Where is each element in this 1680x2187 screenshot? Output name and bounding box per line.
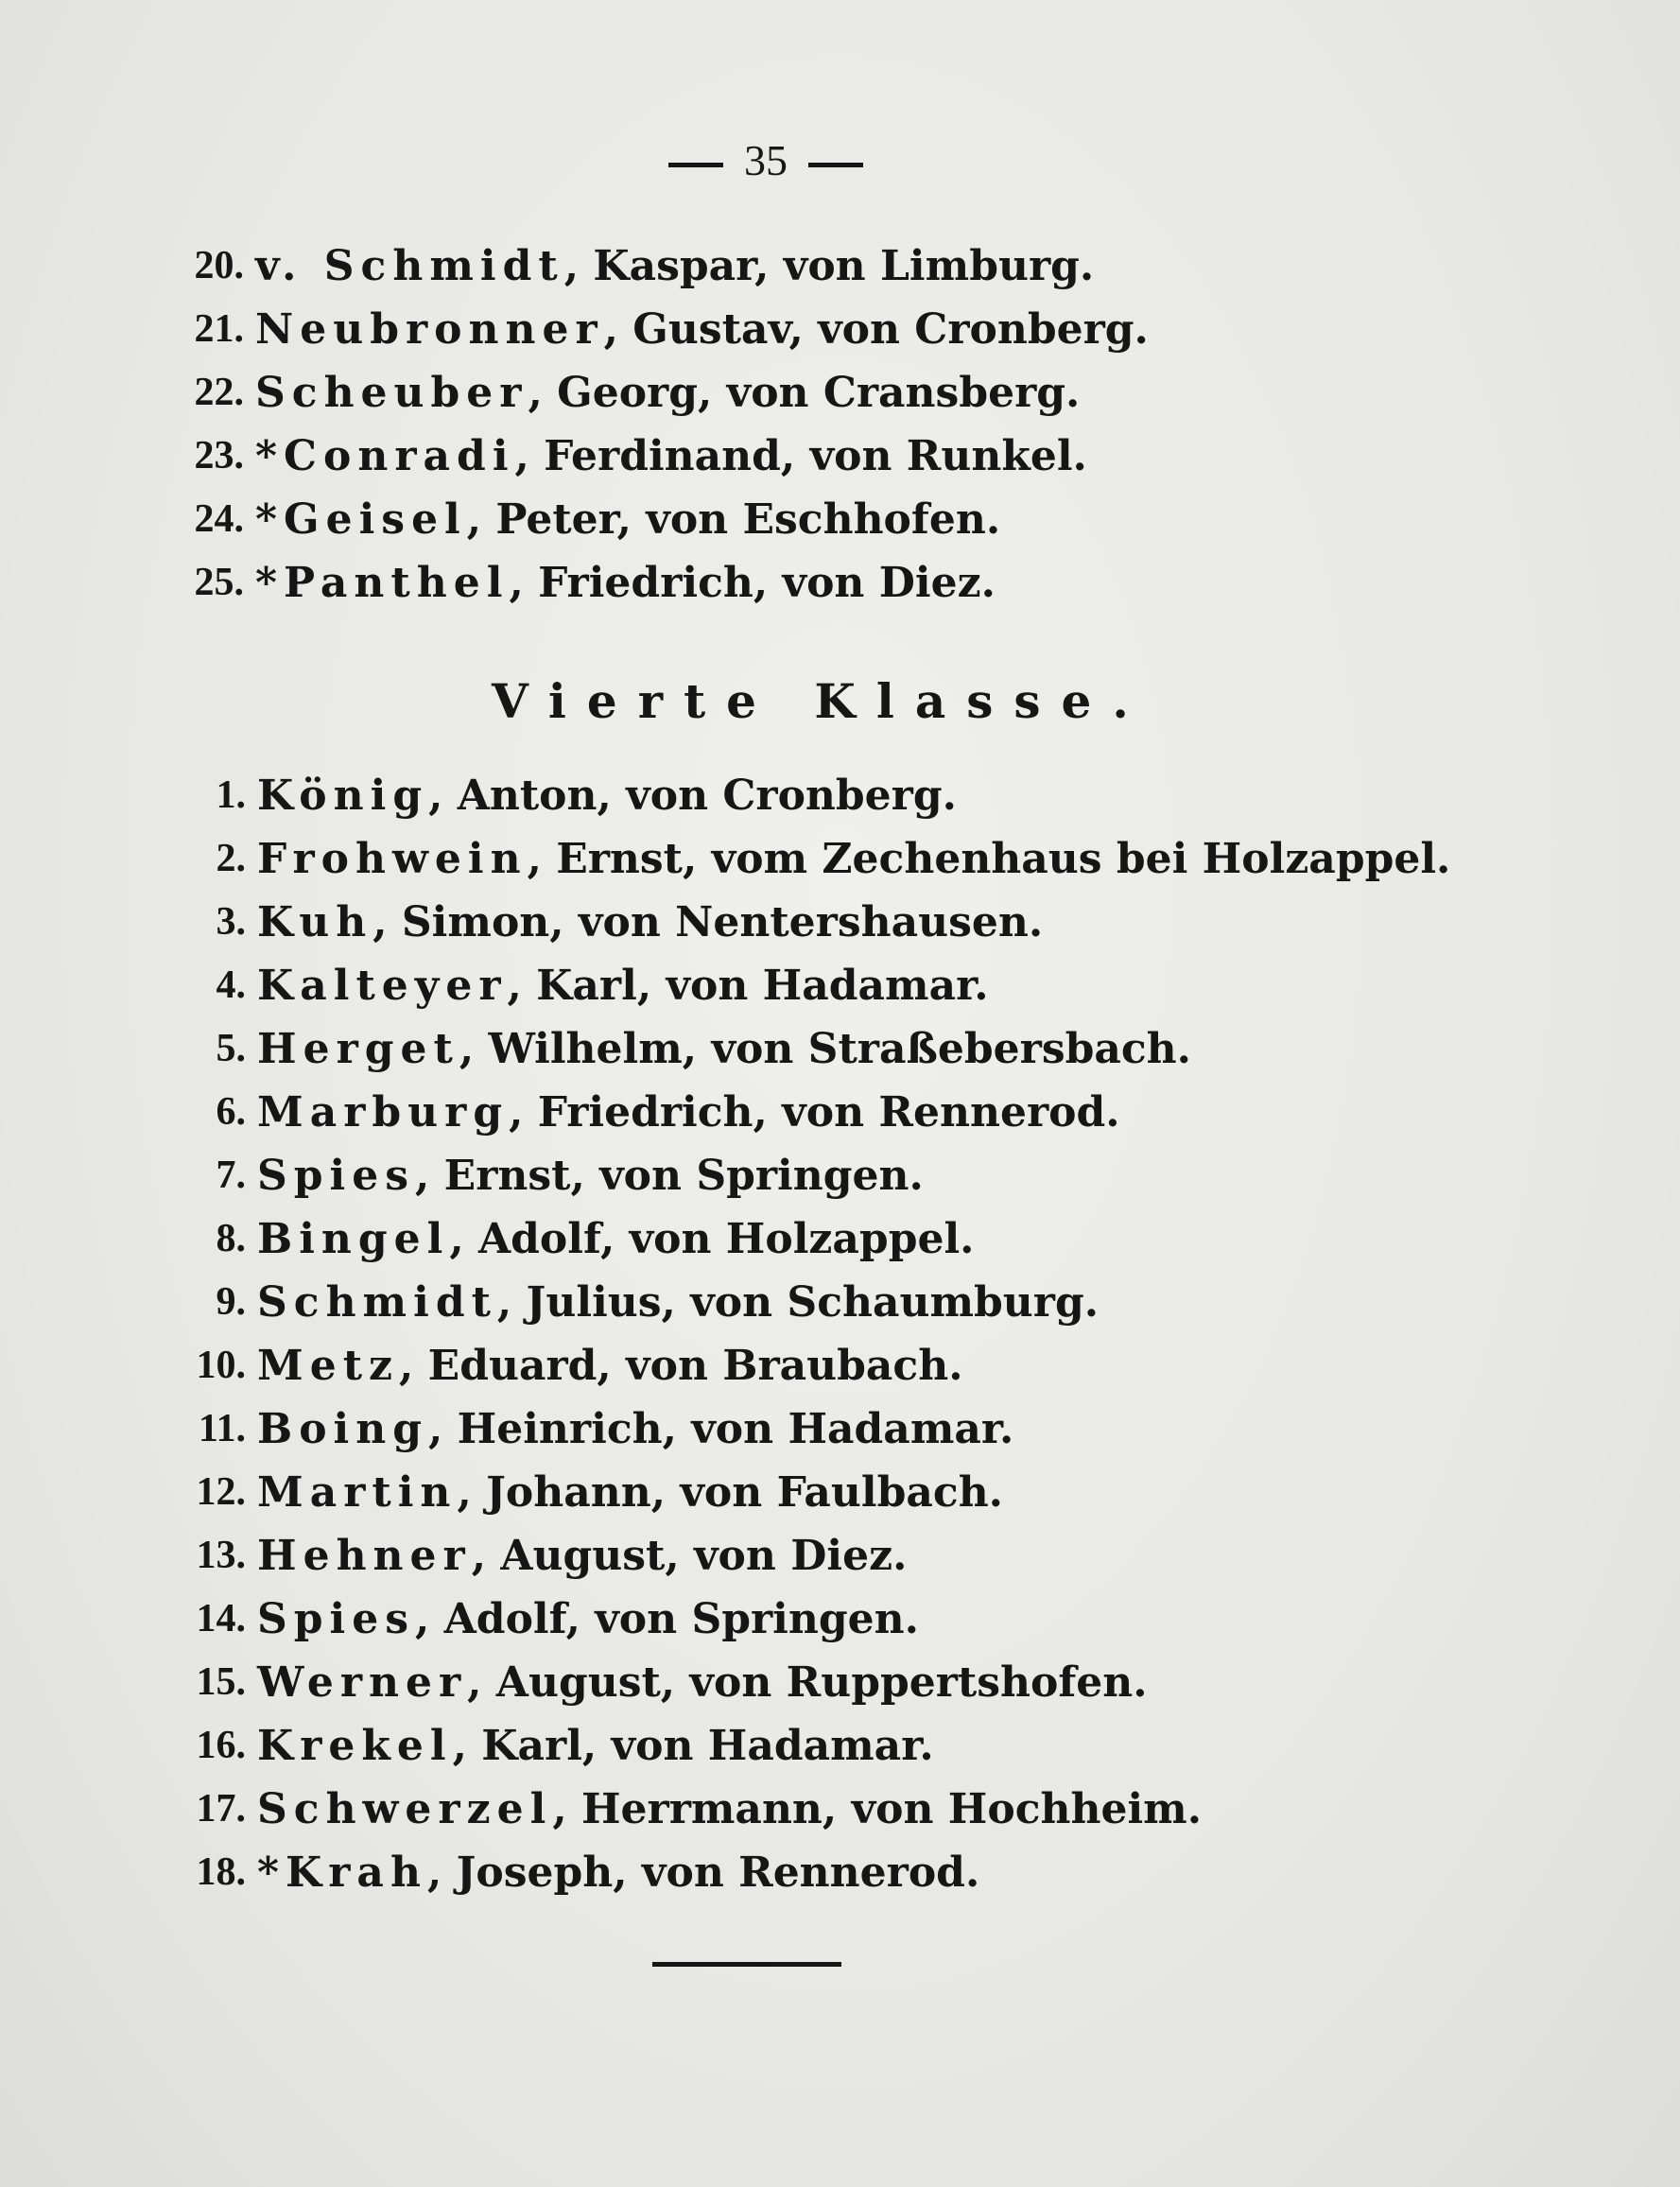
- entry-details: , Karl, von Hadamar.: [507, 961, 989, 1010]
- entry-number: 17.: [196, 1787, 246, 1831]
- entry-details: , Herrmann, von Hochheim.: [552, 1784, 1203, 1833]
- entry-details: , Adolf, von Springen.: [415, 1594, 919, 1643]
- entry-number: 24.: [194, 497, 244, 541]
- entry-surname: Neubronner: [255, 304, 604, 354]
- entry-surname: Schmidt: [257, 1277, 497, 1327]
- entry-surname: Kuh: [257, 897, 373, 946]
- entry-details: , Kaspar, von Limburg.: [563, 241, 1095, 290]
- entry-details: , Georg, von Cransberg.: [528, 368, 1081, 417]
- entry-number: 5.: [216, 1027, 246, 1070]
- entry-number: 10.: [196, 1344, 246, 1387]
- entry-number: 1.: [216, 773, 246, 817]
- header-dash-right: [808, 163, 863, 167]
- list-item: [165, 1778, 1202, 1840]
- entry-details: , August, von Diez.: [471, 1531, 908, 1580]
- list-item: [178, 234, 1094, 297]
- entry-number: 25.: [194, 561, 244, 604]
- entry-details: , Joseph, von Rennerod.: [426, 1848, 980, 1897]
- entry-details: , Eduard, von Braubach.: [399, 1341, 963, 1390]
- entry-surname: Boing: [257, 1404, 429, 1453]
- list-item: [165, 1397, 1013, 1460]
- entry-surname: Bingel: [257, 1214, 450, 1263]
- entry-number: 23.: [194, 434, 244, 477]
- entry-number: 21.: [194, 307, 244, 351]
- entry-details: , Gustav, von Cronberg.: [603, 304, 1149, 354]
- list-item: [165, 1207, 975, 1270]
- header-dash-left: [668, 163, 723, 167]
- entry-details: , Friedrich, von Rennerod.: [509, 1087, 1120, 1137]
- entry-details: , Adolf, von Holzappel.: [449, 1214, 975, 1263]
- list-item: [165, 827, 1450, 890]
- list-item: [165, 1334, 963, 1397]
- list-item: [165, 1588, 919, 1650]
- entry-number: 4.: [216, 963, 246, 1007]
- list-item: [165, 1017, 1191, 1080]
- list-item: [165, 1271, 1099, 1333]
- entry-number: 16.: [196, 1724, 246, 1767]
- entry-number: 11.: [198, 1407, 246, 1450]
- entry-surname: *Geisel: [255, 495, 467, 544]
- entry-number: 15.: [196, 1660, 246, 1704]
- entry-surname: Spies: [257, 1594, 416, 1643]
- entry-details: , Ernst, von Springen.: [415, 1151, 924, 1200]
- list-item: [165, 1524, 907, 1587]
- entry-surname: Schwerzel: [257, 1784, 553, 1833]
- entry-details: , Johann, von Faulbach.: [457, 1467, 1004, 1517]
- section-heading: Vierte Klasse.: [492, 673, 1150, 729]
- entry-details: , Julius, von Schaumburg.: [496, 1277, 1100, 1327]
- list-item: [165, 954, 989, 1016]
- entry-number: 2.: [216, 837, 246, 880]
- entry-surname: Werner: [257, 1658, 468, 1707]
- list-item: [178, 298, 1149, 360]
- entry-number: 7.: [216, 1154, 246, 1197]
- page-number: 35: [744, 136, 788, 184]
- entry-surname: Martin: [257, 1467, 458, 1517]
- entry-surname: Marburg: [257, 1087, 510, 1137]
- list-item: [165, 1651, 1148, 1713]
- list-item: [165, 1714, 934, 1777]
- entry-surname: *Krah: [257, 1848, 427, 1897]
- entry-number: 9.: [216, 1280, 246, 1324]
- entry-surname: *Conradi: [255, 431, 515, 480]
- entry-details: , Anton, von Cronberg.: [428, 771, 957, 820]
- entry-number: 6.: [216, 1090, 246, 1134]
- list-item: [178, 361, 1080, 424]
- entry-surname: König: [257, 771, 429, 820]
- entry-number: 14.: [196, 1597, 246, 1640]
- entry-details: , Friedrich, von Diez.: [509, 558, 996, 607]
- entry-details: , Ferdinand, von Runkel.: [514, 431, 1087, 480]
- entry-details: , Peter, von Eschhofen.: [466, 495, 1001, 544]
- entry-surname: Frohwein: [257, 834, 528, 883]
- entry-surname: Kalteyer: [257, 961, 508, 1010]
- list-item: [165, 1144, 924, 1206]
- entry-number: 20.: [194, 244, 244, 287]
- page-header: [0, 132, 1532, 189]
- entry-number: 18.: [196, 1850, 246, 1894]
- entry-surname: Herget: [257, 1024, 459, 1073]
- list-item: [178, 551, 996, 614]
- end-rule: [652, 1962, 841, 1967]
- list-item: [178, 425, 1087, 487]
- list-item: [165, 764, 957, 826]
- entry-details: , Wilhelm, von Straßebersbach.: [459, 1024, 1191, 1073]
- entry-number: 13.: [196, 1534, 246, 1577]
- entry-details: , Ernst, vom Zechenhaus bei Holzappel.: [527, 834, 1451, 883]
- list-item: [165, 1841, 979, 1903]
- list-item: [178, 488, 1000, 550]
- entry-number: 12.: [196, 1470, 246, 1514]
- entry-surname: Spies: [257, 1151, 416, 1200]
- entry-number: 3.: [216, 900, 246, 944]
- entry-surname: *Panthel: [255, 558, 510, 607]
- entry-number: 22.: [194, 371, 244, 414]
- list-item: [165, 1461, 1003, 1523]
- entry-surname: Hehner: [257, 1531, 472, 1580]
- entry-details: , Heinrich, von Hadamar.: [428, 1404, 1014, 1453]
- entry-surname: Krekel: [257, 1721, 453, 1770]
- entry-surname: Metz: [257, 1341, 400, 1390]
- entry-details: , August, von Ruppertshofen.: [467, 1658, 1148, 1707]
- list-item: [165, 1081, 1120, 1143]
- entry-surname: Scheuber: [255, 368, 528, 417]
- entry-details: , Karl, von Hadamar.: [452, 1721, 934, 1770]
- list-item: [165, 891, 1043, 953]
- entry-number: 8.: [216, 1217, 246, 1260]
- entry-surname: v. Schmidt: [255, 241, 564, 290]
- entry-details: , Simon, von Nentershausen.: [372, 897, 1044, 946]
